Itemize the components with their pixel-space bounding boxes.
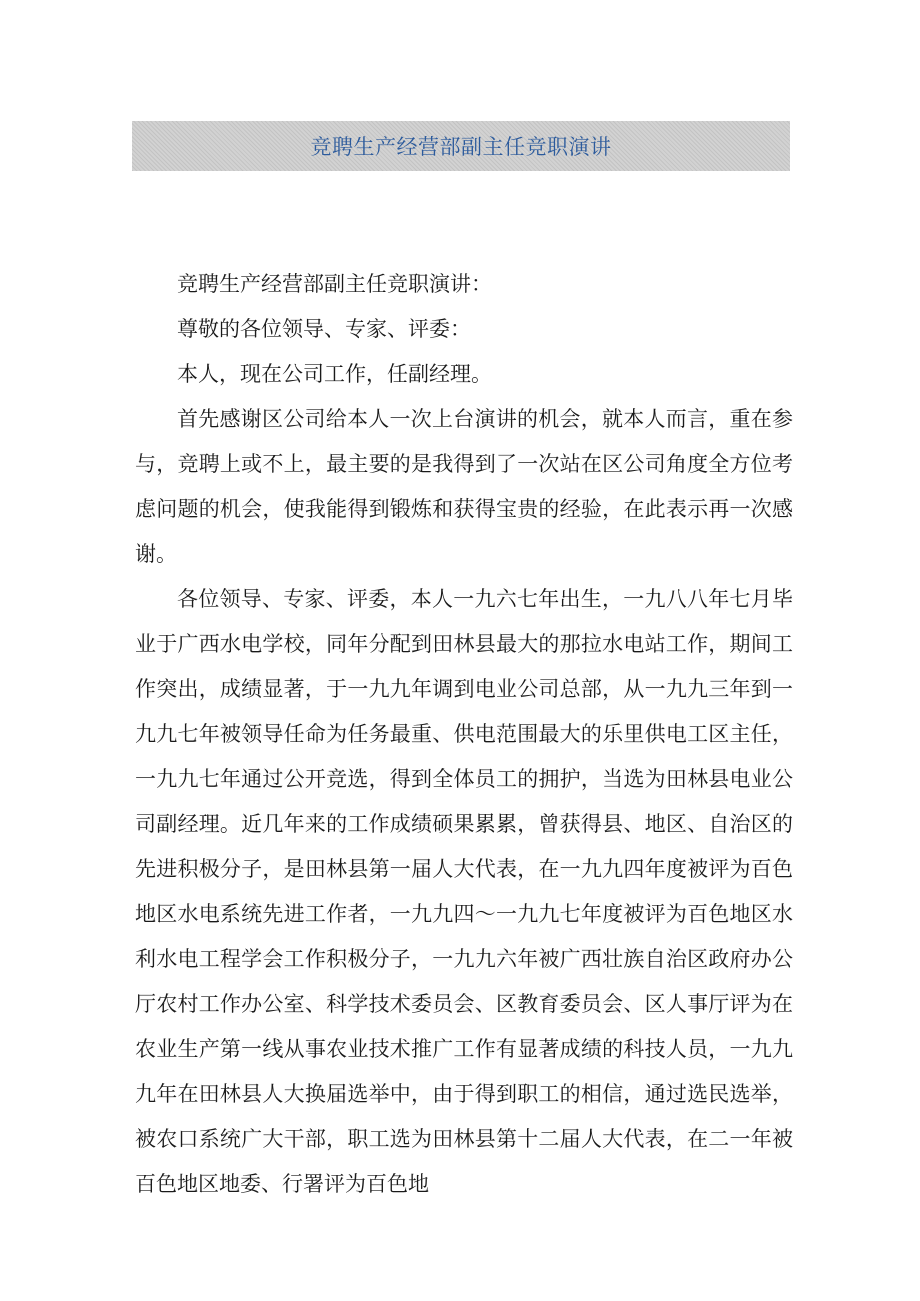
paragraph-background: 各位领导、专家、评委，本人一九六七年出生，一九八八年七月毕业于广西水电学校，同年分配到田林县最大的那拉水电站工作，期间工作突出，成绩显著，于一九九年调到电业公司总部，从一九九三年到一九九七年被领导任命为任务最重、供电范围最大的乐里供电工区主任，一九九七年通过公开竞选，得到全体员工的拥护，当选为田林县电业公司副经理。近几年来的工作成绩硕果累累，曾获得县、地区、自治区的先进积极分子，是田林县第一届人大代表，在一九九四年度被评为百色地区水电系统先进工作者，一九九四～一九九七年度被评为百色地区水利水电工程学会工作积极分子，一九九六年被广西壮族自治区政府办公厅农村工作办公室、科学技术委员会、区教育委员会、区人事厅评为在农业生产第一线从事农业技术推广工作有显著成绩的科技人员，一九九九年在田林县人大换届选举中，由于得到职工的相信，通过选民选举，被农口系统广大干部，职工选为田林县第十二届人大代表，在二一年被百色地区地委、行署评为百色地 [135,587,793,1196]
document-body [135,262,793,1207]
paragraph-intro: 本人，现在公司工作，任副经理。 [177,362,492,386]
title-banner [132,121,790,171]
paragraph-salutation: 尊敬的各位领导、专家、评委： [177,317,471,341]
paragraph-thanks: 首先感谢区公司给本人一次上台演讲的机会，就本人而言，重在参与，竞聘上或不上，最主要的是我得到了一次站在区公司角度全方位考虑问题的机会，使我能得到锻炼和获得宝贵的经验，在此表示再一次感谢。 [135,407,793,566]
paragraph-heading: 竞聘生产经营部副主任竞职演讲： [177,272,492,296]
document-title: 竞聘生产经营部副主任竞职演讲 [310,135,612,159]
